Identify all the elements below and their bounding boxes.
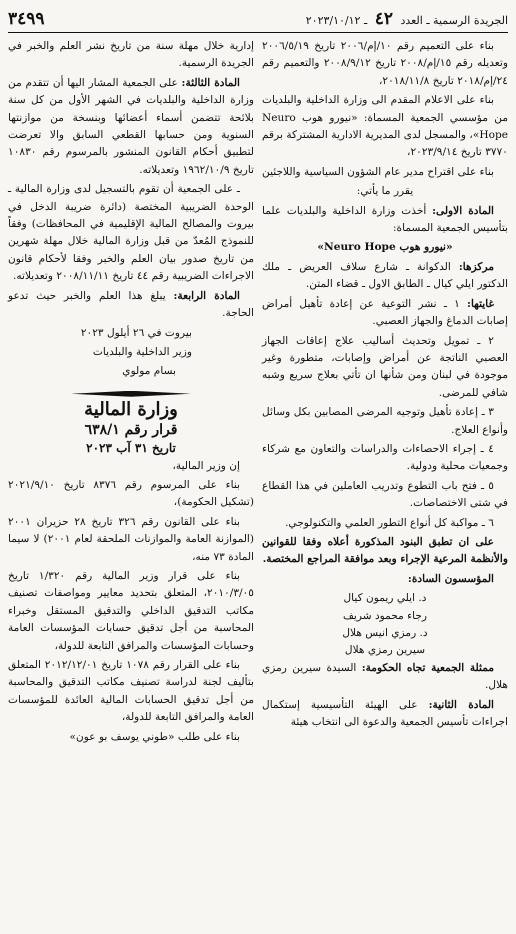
preamble-proposal: بناء على اقتراح مدير عام الشؤون السياسية واللاجئين [262, 165, 494, 178]
article-1 [262, 203, 508, 238]
founders-list [262, 590, 508, 660]
goal-4: ٤ ـ إجراء الاحصاءات والدراسات والتعاون مع شركاء وجمعيات محلية ودولية. [262, 442, 508, 473]
goals-label: غايتها: [467, 297, 494, 310]
page-number: ٣٤٩٩ [8, 9, 45, 29]
page-header [8, 6, 508, 33]
decides-line: يقرر ما يأتي: [356, 185, 414, 198]
headquarters [262, 259, 508, 294]
issue-date: ـ ٢٠٢٣/١٠/١٢ [305, 14, 368, 27]
government-representative [262, 660, 508, 695]
article-2-continuation: إدارية خلال مهلة سنة من تاريخ نشر العلم والخبر في الجريدة الرسمية. [8, 40, 254, 70]
conditional-clause: على ان تطبق البنود المذكورة أعلاه وفقا للقوانين والأنظمة المرعية الإجراء وبعد موافقة المراجع المختصة. [262, 535, 508, 566]
ministry-heading: وزارة المالية [84, 398, 178, 420]
issue-number: ٤٢ [374, 9, 393, 29]
article-3-tax-registration: ـ على الجمعية أن تقوم بالتسجيل لدى وزارة المالية ـ الوحدة الضريبية المختصة (دائرة ضريبة الدخل في بيروت والمصالح المالية الإقليمية في المحافظات) وفقاً للنموذج المُعدّ من قبل وزارة المالية خلال مهلة شهرين من تاريخ صدور بيان العلم والخبر وفقا لأحكام قانون الاجراءات الضريبية رقم ٤٤ تاريخ ٢٠٠٨/١١/١١ وتعديلاته. [8, 183, 254, 283]
header-gazette-info [306, 9, 508, 29]
goal-3: ٣ ـ إعادة تأهيل وتوجيه المرضى المصابين بكل وسائل وأنواع العلاج. [262, 406, 508, 436]
article-2 [262, 697, 508, 732]
association-name: «نيورو هوب Neuro Hope» [317, 241, 453, 254]
right-column [262, 38, 508, 733]
recital-audit-decision: بناء على قرار وزير المالية رقم ١/٣٢٠ تاريخ ٢٠١٠/٣/٠٥، المتعلق بتحديد معايير ومواصفات تصنيف مكاتب التدقيق الداخلي والتدقيق المستقل وخبراء المحاسبة من أجل تدقيق حسابات المؤسسات العامة وحسابات المؤسسات والمرافق التابعة للدولة، [8, 569, 254, 652]
decision-date: تاريخ ٣١ آب ٢٠٢٣ [86, 441, 176, 456]
article-2-text: على الهيئة التأسيسية إستكمال اجراءات تأسيس الجمعية والدعوة الى انتخاب هيئة [262, 698, 508, 729]
representative-label: ممثلة الجمعية تجاه الحكومة: [361, 661, 494, 674]
founder-name: د. رمزي انيس هلال [342, 627, 428, 639]
article-2-label: المادة الثانية: [428, 698, 494, 711]
founder-name: سيرين رمزي هلال [344, 644, 426, 657]
goal-5: ٥ ـ فتح باب التطوع وتدريب العاملين في هذا القطاع في شتى الاختصاصات. [262, 479, 508, 510]
article-3-label: المادة الثالثة: [181, 76, 240, 89]
signoff-name: بسام مولوي [122, 365, 176, 378]
goal-6: ٦ ـ مواكبة كل أنواع التطور العلمي والتكنولوجي. [285, 516, 494, 529]
recital-law: بناء على القانون رقم ٣٢٦ تاريخ ٢٨ حزيران ٢٠٠١ (الموازنة العامة والموازنات الملحقة لعام ٢٠٠١) لا سيما المادة ٧٣ منه، [8, 515, 254, 563]
recital-request: بناء على طلب «طوني يوسف بو عون» [69, 730, 240, 743]
article-3 [8, 75, 254, 179]
goal-2: ٢ ـ تمويل وتحديث أساليب علاج إعاقات الجهاز العصبي الناتجة عن أمراض وإصابات، متطورة وغير موجودة في لبنان ومن شأنها ان تأتي بعلاج سريع وشبه شافي للمرضى. [262, 334, 508, 399]
headquarters-label: مركزها: [458, 260, 494, 273]
goals [262, 296, 508, 331]
article-1-text: أخذت وزارة الداخلية والبلديات علما بتأسيس الجمعية المسماة: [262, 204, 508, 235]
founders-label: المؤسسون السادة: [407, 572, 494, 585]
recital-decree: بناء على المرسوم رقم ٨٣٧٦ تاريخ ٢٠٢١/٩/١٠ (تشكيل الحكومة)، [8, 478, 254, 509]
minister-intro: إن وزير المالية، [172, 459, 240, 472]
founder-name: د. ايلي ريمون كيال [343, 592, 427, 605]
article-3-text: على الجمعية المشار اليها أن تتقدم من وزارة الداخلية والبلديات في الشهر الأول من كل سنة بلائحة تتضمن أسماء أعضائها وبنسخة من موازنتها السنوية ومن حسابها القطعي السابق والا تعرضت لتطبيق أحكام القانون المنشور بالمرسوم رقم ١٠٨٣٠ تاريخ ١٩٦٢/١٠/٩ وتعديلاته. [8, 76, 254, 176]
article-4-label: المادة الرابعة: [173, 289, 240, 302]
representative-text: السيدة سيرين رمزي هلال. [262, 661, 508, 692]
recital-committee-decision: بناء على القرار رقم ١٠٧٨ تاريخ ٢٠١٢/١٢/٠١ المتعلق بتأليف لجنة لدراسة تصنيف مكاتب التدقيق والمحاسبة من أجل تدقيق الحسابات المالية العائدة للمؤسسات العامة والمرافق التابعة للدولة، [8, 659, 254, 724]
article-1-label: المادة الاولى: [432, 204, 494, 217]
article-4 [8, 288, 254, 323]
article-4-text: يبلغ هذا العلم والخبر حيث تدعو الحاجة. [8, 289, 254, 320]
headquarters-text: الدكوانة ـ شارع سلاف العريض ـ ملك الدكتور ايلي كيال ـ الطابق الاول ـ قضاء المتن. [262, 260, 508, 291]
preamble-notice: بناء على الاعلام المقدم الى وزارة الداخلية والبلديات من مؤسسي الجمعية المسماة: «نيورو هوب Neuro Hope»، والمسجل لدى المديرية الادارية المشتركة برقم ٣٧٧٠ تاريخ ٢٠٢٣/٩/١٤، [262, 94, 508, 159]
signoff-title: وزير الداخلية والبلديات [92, 345, 192, 358]
preamble-circular: بناء على التعميم رقم ١٠/إم/٢٠٠٦ تاريخ ٢٠٠٦/٥/١٩ وتعديله رقم ١٥/إم/٢٠٠٨ تاريخ ٢٠٠٨/٩/١٢ والتعميم رقم ٢٤/إم/٢٠١٨ تاريخ ٢٠١٨/١١/٨، [262, 40, 508, 87]
section-divider [71, 391, 191, 397]
signoff-place-date: بيروت في ٢٦ أيلول ٢٠٢٣ [80, 326, 192, 339]
founder-name: رجاء محمود شريف [342, 609, 428, 622]
decision-number: قرار رقم ٦٣٨/١ [84, 422, 178, 439]
left-column [8, 38, 254, 748]
goal-1: ١ ـ نشر التوعية عن إعادة تأهيل أمراض إصابات الدماغ والجهاز العصبي. [262, 297, 508, 328]
gazette-title: الجريدة الرسمية ـ العدد [400, 14, 508, 27]
